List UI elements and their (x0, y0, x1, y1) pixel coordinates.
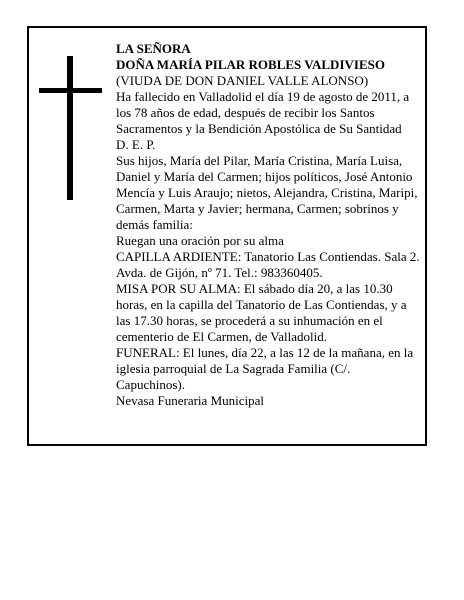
death-announcement: Ha fallecido en Valladolid el día 19 de agosto de 2011, a los 78 años de edad, después de recibir los Santos Sacramentos y la Bendición Apostólica de Su Santidad (116, 89, 410, 136)
deceased-name: DOÑA MARÍA PILAR ROBLES VALDIVIESO (116, 57, 385, 72)
funeral-home: Nevasa Funeraria Municipal (116, 393, 265, 408)
notice-title: LA SEÑORA (116, 41, 191, 56)
funeral-info: FUNERAL: El lunes, día 22, a las 12 de la mañana, en la iglesia parroquial de La Sagrada Familia (C/. Capuchinos). (116, 345, 414, 392)
obituary-notice (27, 26, 427, 446)
obituary-text (116, 41, 422, 409)
widow-of-line: (VIUDA DE DON DANIEL VALLE ALONSO) (116, 73, 369, 88)
cross-horizontal-bar (39, 88, 102, 93)
mass-info: MISA POR SU ALMA: El sábado día 20, a las 10.30 horas, en la capilla del Tanatorio de Las Contiendas, y a las 17.30 horas, se procederá a su inhumación en el cementerio de El Carmen, de Valladolid. (116, 281, 407, 344)
cross-icon (39, 56, 102, 200)
cross-vertical-bar (67, 56, 73, 200)
family-list: Sus hijos, María del Pilar, María Cristina, María Luisa, Daniel y María del Carmen; hijos políticos, José Antonio Mencía y Luis Araujo; nietos, Alejandra, Cristina, Maripi, Carmen, Marta y Javier; hermana, Carmen; sobrinos y demás familia: (116, 153, 418, 232)
chapel-info: CAPILLA ARDIENTE: Tanatorio Las Contiendas. Sala 2. Avda. de Gijón, nº 71. Tel.: 983360405. (116, 249, 420, 280)
prayer-request: Ruegan una oración por su alma (116, 233, 284, 248)
rip-line: D. E. P. (116, 137, 156, 152)
